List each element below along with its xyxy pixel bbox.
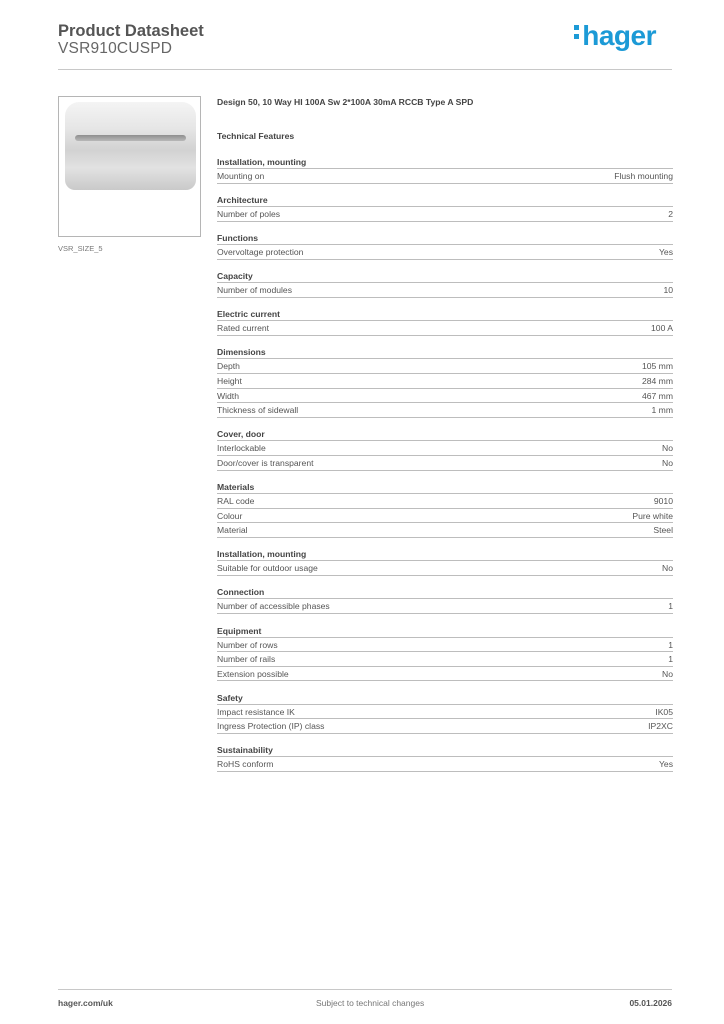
spec-value: IP2XC xyxy=(648,721,673,732)
spec-row xyxy=(217,456,673,471)
feature-section xyxy=(217,481,673,538)
feature-section xyxy=(217,194,673,222)
spec-label: Material xyxy=(217,525,248,536)
spec-label: Width xyxy=(217,390,239,401)
spec-label: Depth xyxy=(217,361,240,372)
spec-value: 284 mm xyxy=(641,376,673,387)
feature-section xyxy=(217,625,673,682)
feature-section xyxy=(217,308,673,336)
footer-website: hager.com/uk xyxy=(58,998,113,1008)
section-title: Equipment xyxy=(217,625,673,638)
spec-value: Yes xyxy=(658,247,673,258)
spec-label: Rated current xyxy=(217,323,270,334)
hager-logo xyxy=(574,20,656,52)
spec-label: Interlockable xyxy=(217,443,266,454)
header-divider xyxy=(58,69,672,70)
spec-label: Number of modules xyxy=(217,285,292,296)
spec-row xyxy=(217,207,673,222)
product-image xyxy=(58,96,201,237)
spec-label: Overvoltage protection xyxy=(217,247,304,258)
spec-value: 1 xyxy=(668,601,673,612)
document-title: Product Datasheet xyxy=(58,22,204,40)
enclosure-illustration xyxy=(65,102,196,190)
section-title: Architecture xyxy=(217,194,673,207)
spec-value: Steel xyxy=(653,525,673,536)
spec-label: Number of rows xyxy=(217,639,278,650)
feature-section xyxy=(217,692,673,734)
section-title: Dimensions xyxy=(217,346,673,359)
spec-row xyxy=(217,389,673,404)
spec-label: RoHS conform xyxy=(217,759,274,770)
logo-text: hager xyxy=(582,20,656,51)
spec-value: No xyxy=(662,443,673,454)
section-title: Functions xyxy=(217,232,673,245)
spec-value: 10 xyxy=(663,285,673,296)
technical-features-heading: Technical Features xyxy=(217,131,295,141)
spec-value: Yes xyxy=(658,759,673,770)
spec-row xyxy=(217,561,673,576)
spec-value: No xyxy=(662,457,673,468)
spec-label: Number of accessible phases xyxy=(217,601,330,612)
feature-section xyxy=(217,428,673,470)
section-title: Capacity xyxy=(217,270,673,283)
spec-row xyxy=(217,667,673,682)
spec-row xyxy=(217,283,673,298)
spec-value: 1 xyxy=(668,639,673,650)
spec-label: Ingress Protection (IP) class xyxy=(217,721,325,732)
logo-colon-icon xyxy=(574,21,580,43)
feature-section xyxy=(217,346,673,417)
spec-label: Suitable for outdoor usage xyxy=(217,563,318,574)
spec-row xyxy=(217,638,673,653)
spec-value: Flush mounting xyxy=(614,171,673,181)
spec-label: Mounting on xyxy=(217,171,265,181)
footer-divider xyxy=(58,989,672,990)
product-description: Design 50, 10 Way HI 100A Sw 2*100A 30mA RCCB Type A SPD xyxy=(217,97,474,107)
feature-sections xyxy=(217,156,673,772)
spec-row xyxy=(217,599,673,614)
spec-row xyxy=(217,169,673,184)
spec-row xyxy=(217,509,673,524)
spec-row xyxy=(217,523,673,538)
section-title: Cover, door xyxy=(217,428,673,441)
spec-row xyxy=(217,757,673,772)
section-title: Electric current xyxy=(217,308,673,321)
spec-row xyxy=(217,441,673,456)
spec-value: Pure white xyxy=(632,510,673,521)
spec-label: RAL code xyxy=(217,496,255,507)
spec-value: 1 xyxy=(668,654,673,665)
spec-row xyxy=(217,494,673,509)
spec-value: IK05 xyxy=(655,706,673,717)
spec-label: Number of poles xyxy=(217,209,281,220)
spec-label: Number of rails xyxy=(217,654,276,665)
image-caption: VSR_SIZE_5 xyxy=(58,244,103,253)
spec-value: 1 mm xyxy=(651,405,673,416)
spec-row xyxy=(217,374,673,389)
spec-row xyxy=(217,359,673,374)
spec-row xyxy=(217,245,673,260)
spec-row xyxy=(217,705,673,720)
section-title: Materials xyxy=(217,481,673,494)
spec-label: Door/cover is transparent xyxy=(217,457,314,468)
spec-value: 2 xyxy=(668,209,673,220)
spec-value: No xyxy=(662,563,673,574)
spec-value: 100 A xyxy=(651,323,673,334)
spec-value: 467 mm xyxy=(641,390,673,401)
section-title: Installation, mounting xyxy=(217,548,673,561)
feature-section xyxy=(217,270,673,298)
spec-label: Thickness of sidewall xyxy=(217,405,299,416)
section-title: Installation, mounting xyxy=(217,156,673,169)
enclosure-slot xyxy=(75,135,186,141)
feature-section xyxy=(217,548,673,576)
footer-date: 05.01.2026 xyxy=(629,998,672,1008)
feature-section xyxy=(217,586,673,614)
spec-value: 9010 xyxy=(653,496,673,507)
spec-label: Height xyxy=(217,376,242,387)
section-title: Sustainability xyxy=(217,744,673,757)
feature-section xyxy=(217,156,673,184)
spec-row xyxy=(217,652,673,667)
spec-label: Extension possible xyxy=(217,668,289,679)
section-title: Safety xyxy=(217,692,673,705)
section-title: Connection xyxy=(217,586,673,599)
feature-section xyxy=(217,744,673,772)
spec-label: Colour xyxy=(217,510,243,521)
technical-content xyxy=(217,95,673,772)
spec-row xyxy=(217,321,673,336)
spec-row xyxy=(217,719,673,734)
datasheet-header xyxy=(58,20,672,70)
footer-notice: Subject to technical changes xyxy=(316,998,425,1008)
product-code: VSR910CUSPD xyxy=(58,40,173,57)
feature-section xyxy=(217,232,673,260)
spec-value: No xyxy=(662,668,673,679)
spec-row xyxy=(217,403,673,418)
spec-label: Impact resistance IK xyxy=(217,706,295,717)
spec-value: 105 mm xyxy=(641,361,673,372)
